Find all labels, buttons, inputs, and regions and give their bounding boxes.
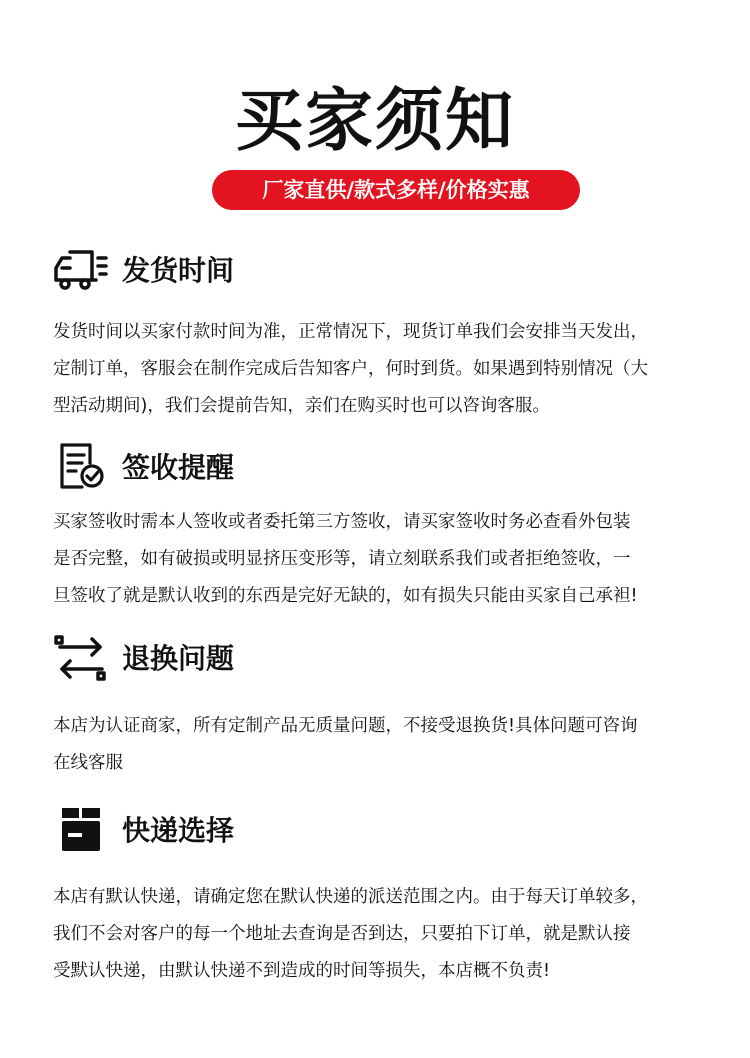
exchange-arrows-icon [52, 633, 110, 683]
text-line: 受默认快递，由默认快递不到造成的时间等损失，本店概不负责! [53, 961, 551, 981]
text-line: 是否完整，如有破损或明显挤压变形等，请立刻联系我们或者拒绝签收，一 [53, 549, 631, 569]
text-line: 型活动期间)，我们会提前告知，亲们在购买时也可以咨询客服。 [53, 396, 550, 416]
text-line: 旦签收了就是默认收到的东西是完好无缺的，如有损失只能由买家自己承袒! [53, 586, 638, 606]
section-body [53, 314, 743, 425]
section-body [53, 708, 743, 782]
text-line: 定制订单，客服会在制作完成后告知客户，何时到货。如果遇到特别情况（大 [53, 359, 648, 379]
tagline-badge: 厂家直供/款式多样/价格实惠 [212, 170, 580, 210]
section-heading: 快递选择 [122, 814, 235, 847]
section-body [53, 504, 743, 615]
text-line: 本店有默认快递，请确定您在默认快递的派送范围之内。由于每天订单较多， [53, 887, 648, 907]
text-line: 本店为认证商家，所有定制产品无质量问题，不接受退换货!具体问题可咨询 [53, 716, 638, 736]
section-heading: 发货时间 [122, 254, 235, 287]
package-box-icon [52, 804, 110, 854]
page-title: 买家须知 [234, 82, 515, 161]
text-line: 在线客服 [53, 753, 123, 773]
delivery-truck-icon [52, 246, 110, 296]
text-line: 我们不会对客户的每一个地址去查询是否到达，只要拍下订单，就是默认接 [53, 924, 631, 944]
text-line: 买家签收时需本人签收或者委托第三方签收，请买家签收时务必查看外包装 [53, 512, 631, 532]
signed-document-icon [52, 441, 110, 491]
text-line: 发货时间以买家付款时间为准，正常情况下，现货订单我们会安排当天发出， [53, 322, 648, 342]
section-heading: 签收提醒 [122, 451, 235, 484]
section-body [53, 879, 743, 990]
section-heading: 退换问题 [122, 642, 235, 675]
